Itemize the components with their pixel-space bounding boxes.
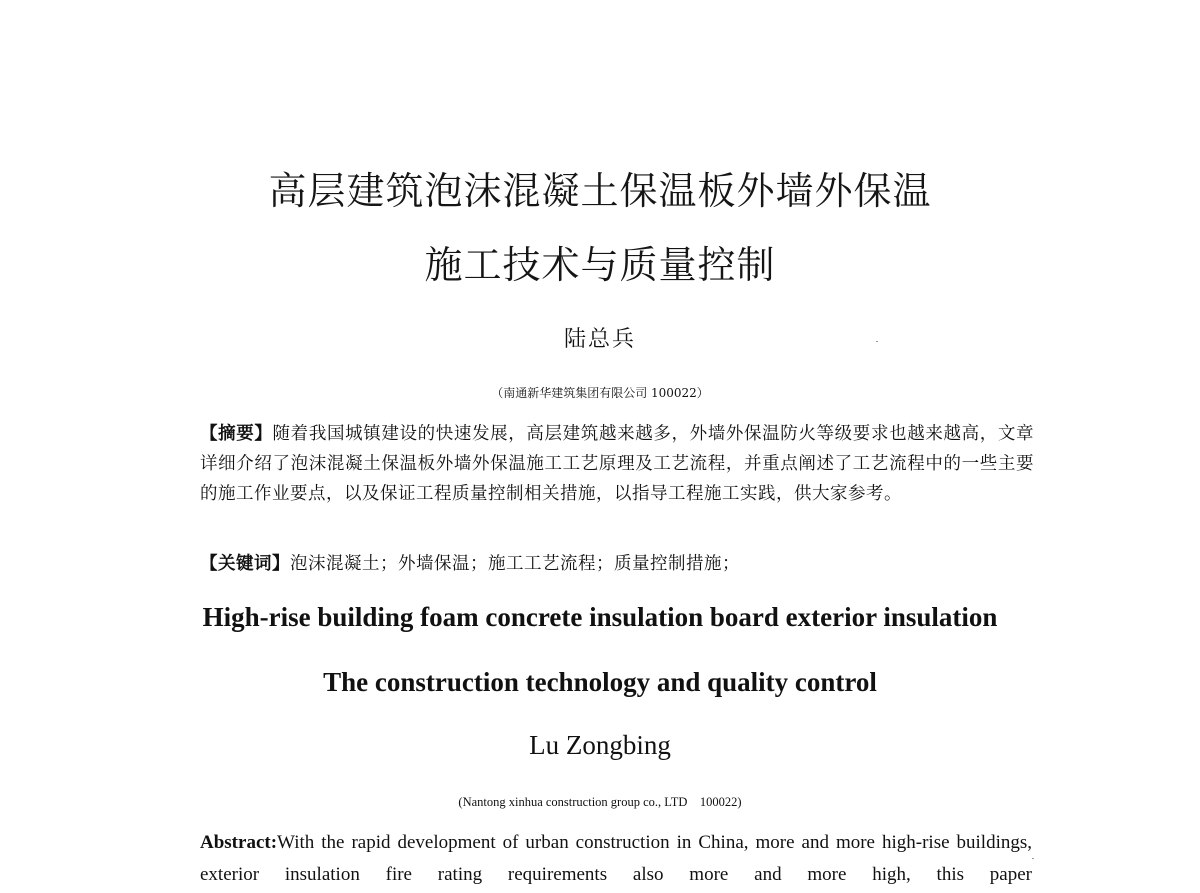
english-title-line-2: The construction technology and quality control — [323, 667, 877, 697]
chinese-keywords-text: 泡沫混凝土；外墙保温；施工工艺流程；质量控制措施； — [290, 554, 740, 574]
chinese-keywords-label: 【关键词】 — [200, 554, 290, 574]
chinese-author: 陆总兵 — [563, 327, 636, 352]
chinese-title-line-1: 高层建筑泡沫混凝土保温板外墙外保温 — [268, 169, 932, 213]
english-abstract-label: Abstract: — [200, 832, 278, 853]
english-author: Lu Zongbing — [529, 730, 671, 760]
english-abstract-text: With the rapid development of urban construction in China, more and more high-rise buildings, exterior insulation fire rating requirements also more and more high, this paper — [200, 832, 1032, 885]
chinese-keywords — [200, 550, 1034, 578]
chinese-title-line-2: 施工技术与质量控制 — [424, 243, 776, 287]
chinese-affiliation: （南通新华建筑集团有限公司 100022） — [491, 386, 709, 400]
english-affiliation: (Nantong xinhua construction group co., LTD 100022) — [458, 795, 742, 809]
english-title-line-1: High-rise building foam concrete insulation board exterior insulation — [202, 602, 998, 632]
chinese-abstract-text: 随着我国城镇建设的快速发展，高层建筑越来越多，外墙外保温防火等级要求也越来越高，文章详细介绍了泡沫混凝土保温板外墙外保温施工工艺原理及工艺流程，并重点阐述了工艺流程中的一些主要的施工作业要点，以及保证工程质量控制相关措施，以指导工程施工实践，供大家参考。 — [200, 424, 1035, 504]
scan-speck — [1032, 858, 1034, 859]
scan-speck — [876, 341, 878, 342]
english-abstract — [200, 827, 1032, 891]
chinese-abstract — [200, 419, 1034, 509]
chinese-abstract-label: 【摘要】 — [200, 424, 273, 444]
